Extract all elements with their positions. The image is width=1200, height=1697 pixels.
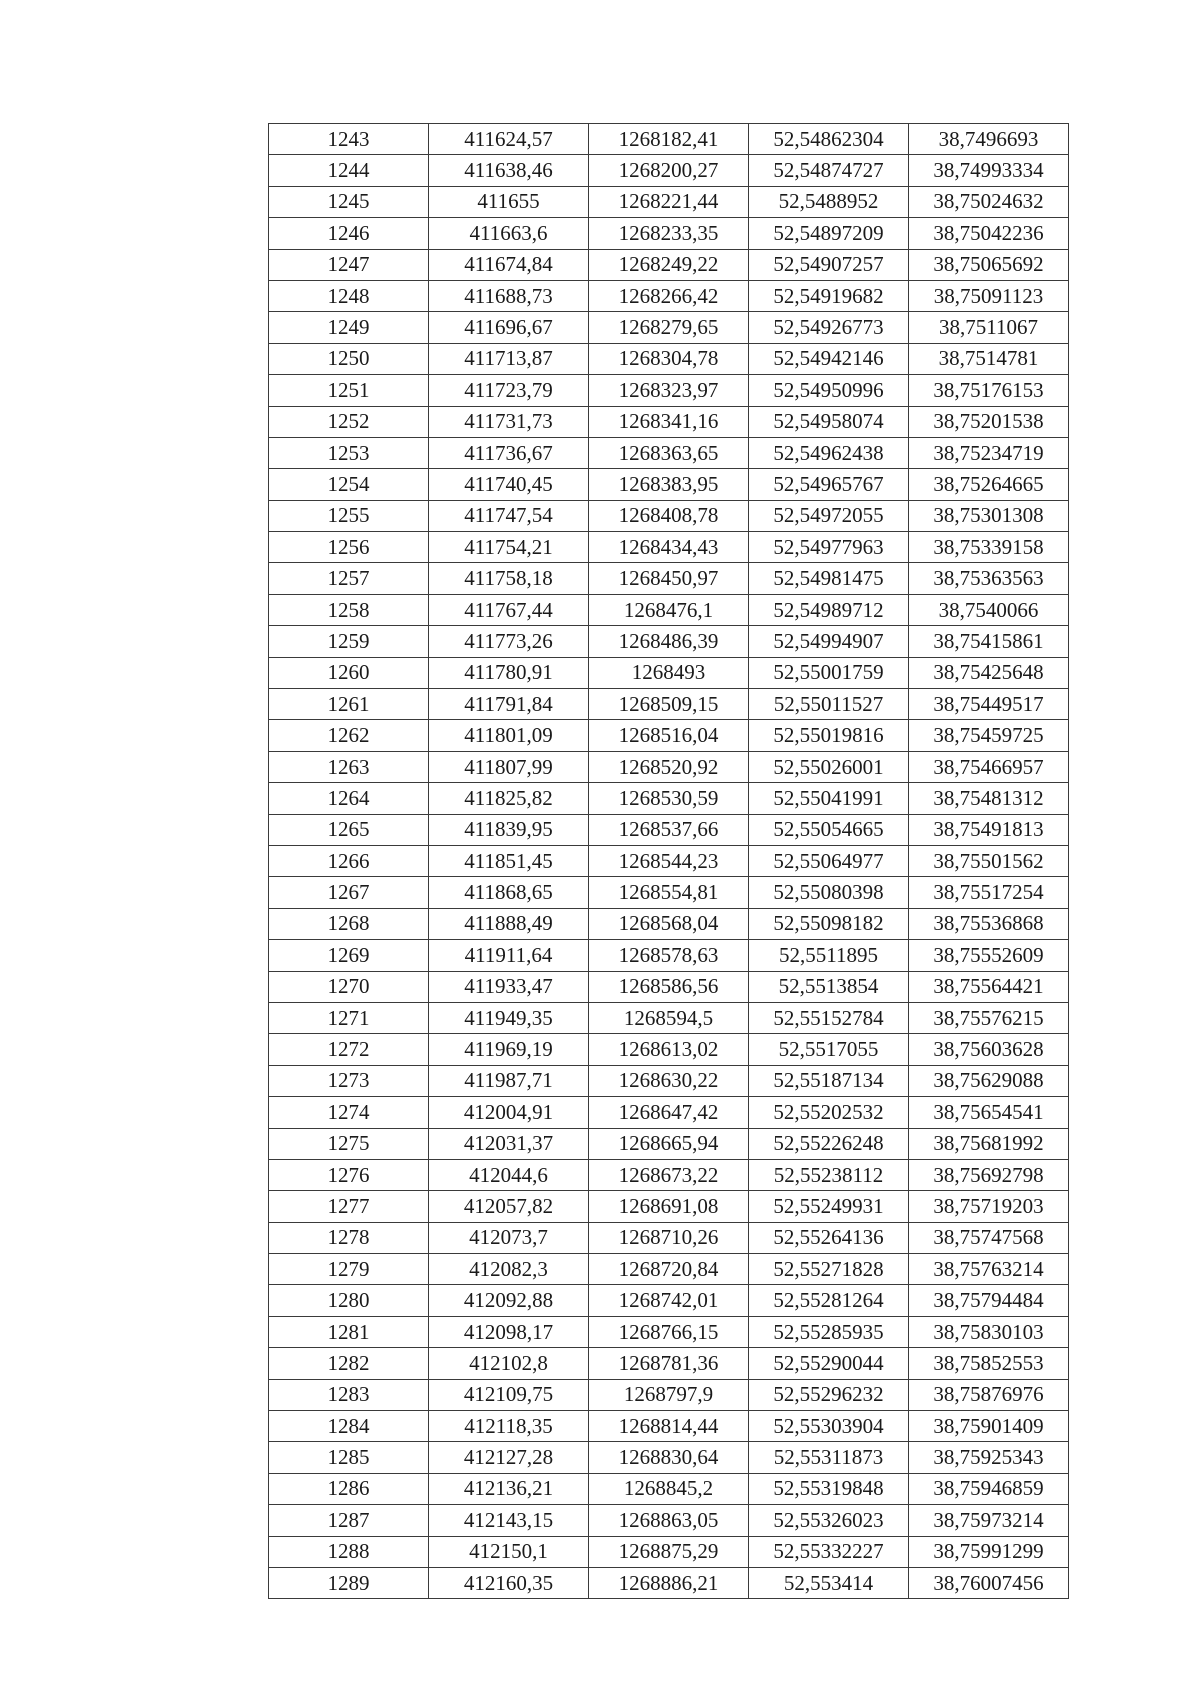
x-coordinate-cell: 411949,35	[429, 1002, 589, 1033]
x-coordinate-cell: 411791,84	[429, 689, 589, 720]
longitude-cell: 38,7514781	[909, 343, 1069, 374]
x-coordinate-cell: 412057,82	[429, 1191, 589, 1222]
point-number-cell: 1280	[269, 1285, 429, 1316]
longitude-cell: 38,75466957	[909, 751, 1069, 782]
y-coordinate-cell: 1268450,97	[589, 563, 749, 594]
point-number-cell: 1269	[269, 940, 429, 971]
y-coordinate-cell: 1268554,81	[589, 877, 749, 908]
coordinate-table	[268, 123, 1069, 1599]
longitude-cell: 38,75552609	[909, 940, 1069, 971]
x-coordinate-cell: 411767,44	[429, 594, 589, 625]
table-row	[269, 1379, 1069, 1410]
latitude-cell: 52,55319848	[749, 1473, 909, 1504]
y-coordinate-cell: 1268341,16	[589, 406, 749, 437]
latitude-cell: 52,55303904	[749, 1411, 909, 1442]
x-coordinate-cell: 411888,49	[429, 908, 589, 939]
longitude-cell: 38,75065692	[909, 249, 1069, 280]
x-coordinate-cell: 412073,7	[429, 1222, 589, 1253]
point-number-cell: 1277	[269, 1191, 429, 1222]
point-number-cell: 1257	[269, 563, 429, 594]
point-number-cell: 1246	[269, 218, 429, 249]
latitude-cell: 52,55311873	[749, 1442, 909, 1473]
point-number-cell: 1260	[269, 657, 429, 688]
table-row	[269, 155, 1069, 186]
table-row	[269, 1536, 1069, 1567]
table-row	[269, 218, 1069, 249]
y-coordinate-cell: 1268493	[589, 657, 749, 688]
y-coordinate-cell: 1268886,21	[589, 1567, 749, 1598]
longitude-cell: 38,75491813	[909, 814, 1069, 845]
x-coordinate-cell: 411868,65	[429, 877, 589, 908]
longitude-cell: 38,75747568	[909, 1222, 1069, 1253]
longitude-cell: 38,75794484	[909, 1285, 1069, 1316]
latitude-cell: 52,55041991	[749, 783, 909, 814]
longitude-cell: 38,75830103	[909, 1316, 1069, 1347]
point-number-cell: 1265	[269, 814, 429, 845]
latitude-cell: 52,54981475	[749, 563, 909, 594]
latitude-cell: 52,55011527	[749, 689, 909, 720]
latitude-cell: 52,55271828	[749, 1254, 909, 1285]
point-number-cell: 1266	[269, 845, 429, 876]
y-coordinate-cell: 1268875,29	[589, 1536, 749, 1567]
longitude-cell: 38,75536868	[909, 908, 1069, 939]
latitude-cell: 52,5511895	[749, 940, 909, 971]
table-row	[269, 1473, 1069, 1504]
x-coordinate-cell: 411801,09	[429, 720, 589, 751]
longitude-cell: 38,75564421	[909, 971, 1069, 1002]
x-coordinate-cell: 412143,15	[429, 1505, 589, 1536]
table-row	[269, 1411, 1069, 1442]
y-coordinate-cell: 1268586,56	[589, 971, 749, 1002]
point-number-cell: 1287	[269, 1505, 429, 1536]
x-coordinate-cell: 411663,6	[429, 218, 589, 249]
longitude-cell: 38,75264665	[909, 469, 1069, 500]
y-coordinate-cell: 1268630,22	[589, 1065, 749, 1096]
x-coordinate-cell: 411713,87	[429, 343, 589, 374]
point-number-cell: 1284	[269, 1411, 429, 1442]
y-coordinate-cell: 1268766,15	[589, 1316, 749, 1347]
x-coordinate-cell: 412044,6	[429, 1159, 589, 1190]
point-number-cell: 1262	[269, 720, 429, 751]
y-coordinate-cell: 1268486,39	[589, 626, 749, 657]
y-coordinate-cell: 1268742,01	[589, 1285, 749, 1316]
point-number-cell: 1271	[269, 1002, 429, 1033]
y-coordinate-cell: 1268520,92	[589, 751, 749, 782]
longitude-cell: 38,75517254	[909, 877, 1069, 908]
y-coordinate-cell: 1268530,59	[589, 783, 749, 814]
x-coordinate-cell: 412118,35	[429, 1411, 589, 1442]
latitude-cell: 52,5513854	[749, 971, 909, 1002]
longitude-cell: 38,75201538	[909, 406, 1069, 437]
longitude-cell: 38,75234719	[909, 437, 1069, 468]
table-row	[269, 1567, 1069, 1598]
point-number-cell: 1289	[269, 1567, 429, 1598]
table-row	[269, 845, 1069, 876]
longitude-cell: 38,75681992	[909, 1128, 1069, 1159]
x-coordinate-cell: 411758,18	[429, 563, 589, 594]
table-row	[269, 1097, 1069, 1128]
x-coordinate-cell: 411825,82	[429, 783, 589, 814]
table-row	[269, 406, 1069, 437]
x-coordinate-cell: 412098,17	[429, 1316, 589, 1347]
x-coordinate-cell: 411696,67	[429, 312, 589, 343]
y-coordinate-cell: 1268797,9	[589, 1379, 749, 1410]
point-number-cell: 1252	[269, 406, 429, 437]
table-row	[269, 751, 1069, 782]
latitude-cell: 52,54874727	[749, 155, 909, 186]
y-coordinate-cell: 1268476,1	[589, 594, 749, 625]
x-coordinate-cell: 412136,21	[429, 1473, 589, 1504]
point-number-cell: 1279	[269, 1254, 429, 1285]
table-row	[269, 1348, 1069, 1379]
x-coordinate-cell: 411807,99	[429, 751, 589, 782]
point-number-cell: 1259	[269, 626, 429, 657]
y-coordinate-cell: 1268578,63	[589, 940, 749, 971]
latitude-cell: 52,55098182	[749, 908, 909, 939]
y-coordinate-cell: 1268673,22	[589, 1159, 749, 1190]
longitude-cell: 38,75091123	[909, 280, 1069, 311]
latitude-cell: 52,55281264	[749, 1285, 909, 1316]
x-coordinate-cell: 411674,84	[429, 249, 589, 280]
table-row	[269, 1191, 1069, 1222]
table-row	[269, 908, 1069, 939]
table-row	[269, 312, 1069, 343]
longitude-cell: 38,75901409	[909, 1411, 1069, 1442]
table-row	[269, 594, 1069, 625]
table-row	[269, 626, 1069, 657]
x-coordinate-cell: 412082,3	[429, 1254, 589, 1285]
x-coordinate-cell: 411773,26	[429, 626, 589, 657]
point-number-cell: 1272	[269, 1034, 429, 1065]
latitude-cell: 52,55226248	[749, 1128, 909, 1159]
table-row	[269, 1254, 1069, 1285]
latitude-cell: 52,55285935	[749, 1316, 909, 1347]
table-row	[269, 1222, 1069, 1253]
latitude-cell: 52,54989712	[749, 594, 909, 625]
y-coordinate-cell: 1268720,84	[589, 1254, 749, 1285]
latitude-cell: 52,55001759	[749, 657, 909, 688]
x-coordinate-cell: 411747,54	[429, 500, 589, 531]
y-coordinate-cell: 1268537,66	[589, 814, 749, 845]
y-coordinate-cell: 1268408,78	[589, 500, 749, 531]
longitude-cell: 38,75501562	[909, 845, 1069, 876]
point-number-cell: 1283	[269, 1379, 429, 1410]
x-coordinate-cell: 411624,57	[429, 124, 589, 155]
x-coordinate-cell: 411638,46	[429, 155, 589, 186]
x-coordinate-cell: 412102,8	[429, 1348, 589, 1379]
y-coordinate-cell: 1268781,36	[589, 1348, 749, 1379]
longitude-cell: 38,75415861	[909, 626, 1069, 657]
latitude-cell: 52,55264136	[749, 1222, 909, 1253]
point-number-cell: 1261	[269, 689, 429, 720]
point-number-cell: 1244	[269, 155, 429, 186]
y-coordinate-cell: 1268647,42	[589, 1097, 749, 1128]
x-coordinate-cell: 412150,1	[429, 1536, 589, 1567]
table-row	[269, 563, 1069, 594]
longitude-cell: 38,75973214	[909, 1505, 1069, 1536]
y-coordinate-cell: 1268594,5	[589, 1002, 749, 1033]
latitude-cell: 52,55332227	[749, 1536, 909, 1567]
y-coordinate-cell: 1268863,05	[589, 1505, 749, 1536]
x-coordinate-cell: 411969,19	[429, 1034, 589, 1065]
longitude-cell: 38,75024632	[909, 186, 1069, 217]
table-row	[269, 280, 1069, 311]
latitude-cell: 52,55296232	[749, 1379, 909, 1410]
table-row	[269, 437, 1069, 468]
x-coordinate-cell: 412031,37	[429, 1128, 589, 1159]
longitude-cell: 38,75692798	[909, 1159, 1069, 1190]
latitude-cell: 52,55026001	[749, 751, 909, 782]
x-coordinate-cell: 411754,21	[429, 532, 589, 563]
point-number-cell: 1249	[269, 312, 429, 343]
longitude-cell: 38,75481312	[909, 783, 1069, 814]
y-coordinate-cell: 1268233,35	[589, 218, 749, 249]
y-coordinate-cell: 1268710,26	[589, 1222, 749, 1253]
point-number-cell: 1274	[269, 1097, 429, 1128]
table-row	[269, 783, 1069, 814]
x-coordinate-cell: 411655	[429, 186, 589, 217]
latitude-cell: 52,54862304	[749, 124, 909, 155]
latitude-cell: 52,55152784	[749, 1002, 909, 1033]
latitude-cell: 52,55290044	[749, 1348, 909, 1379]
y-coordinate-cell: 1268182,41	[589, 124, 749, 155]
x-coordinate-cell: 412092,88	[429, 1285, 589, 1316]
point-number-cell: 1281	[269, 1316, 429, 1347]
table-row	[269, 1442, 1069, 1473]
x-coordinate-cell: 412004,91	[429, 1097, 589, 1128]
table-row	[269, 186, 1069, 217]
longitude-cell: 38,76007456	[909, 1567, 1069, 1598]
point-number-cell: 1250	[269, 343, 429, 374]
longitude-cell: 38,75176153	[909, 375, 1069, 406]
table-row	[269, 1034, 1069, 1065]
point-number-cell: 1267	[269, 877, 429, 908]
point-number-cell: 1275	[269, 1128, 429, 1159]
table-row	[269, 1285, 1069, 1316]
table-row	[269, 657, 1069, 688]
x-coordinate-cell: 411688,73	[429, 280, 589, 311]
y-coordinate-cell: 1268383,95	[589, 469, 749, 500]
table-row	[269, 469, 1069, 500]
table-row	[269, 375, 1069, 406]
latitude-cell: 52,55019816	[749, 720, 909, 751]
longitude-cell: 38,75763214	[909, 1254, 1069, 1285]
table-row	[269, 249, 1069, 280]
latitude-cell: 52,55187134	[749, 1065, 909, 1096]
y-coordinate-cell: 1268279,65	[589, 312, 749, 343]
point-number-cell: 1264	[269, 783, 429, 814]
y-coordinate-cell: 1268363,65	[589, 437, 749, 468]
y-coordinate-cell: 1268200,27	[589, 155, 749, 186]
point-number-cell: 1258	[269, 594, 429, 625]
longitude-cell: 38,75629088	[909, 1065, 1069, 1096]
table-row	[269, 814, 1069, 845]
latitude-cell: 52,54926773	[749, 312, 909, 343]
table-row	[269, 1316, 1069, 1347]
y-coordinate-cell: 1268568,04	[589, 908, 749, 939]
latitude-cell: 52,54897209	[749, 218, 909, 249]
longitude-cell: 38,75459725	[909, 720, 1069, 751]
latitude-cell: 52,55054665	[749, 814, 909, 845]
latitude-cell: 52,54919682	[749, 280, 909, 311]
latitude-cell: 52,54977963	[749, 532, 909, 563]
latitude-cell: 52,54972055	[749, 500, 909, 531]
latitude-cell: 52,55238112	[749, 1159, 909, 1190]
longitude-cell: 38,75339158	[909, 532, 1069, 563]
y-coordinate-cell: 1268516,04	[589, 720, 749, 751]
point-number-cell: 1282	[269, 1348, 429, 1379]
latitude-cell: 52,55326023	[749, 1505, 909, 1536]
table-row	[269, 124, 1069, 155]
table-row	[269, 532, 1069, 563]
table-row	[269, 1065, 1069, 1096]
y-coordinate-cell: 1268814,44	[589, 1411, 749, 1442]
point-number-cell: 1254	[269, 469, 429, 500]
longitude-cell: 38,7511067	[909, 312, 1069, 343]
table-row	[269, 689, 1069, 720]
x-coordinate-cell: 411736,67	[429, 437, 589, 468]
y-coordinate-cell: 1268266,42	[589, 280, 749, 311]
latitude-cell: 52,553414	[749, 1567, 909, 1598]
x-coordinate-cell: 411740,45	[429, 469, 589, 500]
table-row	[269, 1002, 1069, 1033]
point-number-cell: 1255	[269, 500, 429, 531]
longitude-cell: 38,75876976	[909, 1379, 1069, 1410]
longitude-cell: 38,75425648	[909, 657, 1069, 688]
x-coordinate-cell: 411723,79	[429, 375, 589, 406]
longitude-cell: 38,75719203	[909, 1191, 1069, 1222]
y-coordinate-cell: 1268665,94	[589, 1128, 749, 1159]
longitude-cell: 38,75603628	[909, 1034, 1069, 1065]
latitude-cell: 52,54907257	[749, 249, 909, 280]
point-number-cell: 1270	[269, 971, 429, 1002]
point-number-cell: 1256	[269, 532, 429, 563]
point-number-cell: 1288	[269, 1536, 429, 1567]
table-row	[269, 343, 1069, 374]
longitude-cell: 38,75576215	[909, 1002, 1069, 1033]
longitude-cell: 38,75449517	[909, 689, 1069, 720]
latitude-cell: 52,54962438	[749, 437, 909, 468]
x-coordinate-cell: 411839,95	[429, 814, 589, 845]
latitude-cell: 52,54994907	[749, 626, 909, 657]
table-row	[269, 1128, 1069, 1159]
table-row	[269, 877, 1069, 908]
y-coordinate-cell: 1268249,22	[589, 249, 749, 280]
table-row	[269, 500, 1069, 531]
table-row	[269, 940, 1069, 971]
x-coordinate-cell: 411780,91	[429, 657, 589, 688]
x-coordinate-cell: 411731,73	[429, 406, 589, 437]
point-number-cell: 1263	[269, 751, 429, 782]
longitude-cell: 38,75654541	[909, 1097, 1069, 1128]
point-number-cell: 1276	[269, 1159, 429, 1190]
y-coordinate-cell: 1268544,23	[589, 845, 749, 876]
x-coordinate-cell: 411911,64	[429, 940, 589, 971]
point-number-cell: 1285	[269, 1442, 429, 1473]
point-number-cell: 1286	[269, 1473, 429, 1504]
y-coordinate-cell: 1268613,02	[589, 1034, 749, 1065]
y-coordinate-cell: 1268830,64	[589, 1442, 749, 1473]
y-coordinate-cell: 1268691,08	[589, 1191, 749, 1222]
longitude-cell: 38,75301308	[909, 500, 1069, 531]
table-row	[269, 971, 1069, 1002]
point-number-cell: 1273	[269, 1065, 429, 1096]
x-coordinate-cell: 411933,47	[429, 971, 589, 1002]
latitude-cell: 52,54950996	[749, 375, 909, 406]
y-coordinate-cell: 1268221,44	[589, 186, 749, 217]
y-coordinate-cell: 1268304,78	[589, 343, 749, 374]
x-coordinate-cell: 411851,45	[429, 845, 589, 876]
point-number-cell: 1278	[269, 1222, 429, 1253]
point-number-cell: 1268	[269, 908, 429, 939]
y-coordinate-cell: 1268509,15	[589, 689, 749, 720]
point-number-cell: 1251	[269, 375, 429, 406]
longitude-cell: 38,75042236	[909, 218, 1069, 249]
longitude-cell: 38,75946859	[909, 1473, 1069, 1504]
latitude-cell: 52,55064977	[749, 845, 909, 876]
point-number-cell: 1243	[269, 124, 429, 155]
coordinate-table-body	[269, 124, 1069, 1599]
latitude-cell: 52,55080398	[749, 877, 909, 908]
latitude-cell: 52,55249931	[749, 1191, 909, 1222]
table-row	[269, 720, 1069, 751]
x-coordinate-cell: 412160,35	[429, 1567, 589, 1598]
longitude-cell: 38,75991299	[909, 1536, 1069, 1567]
table-row	[269, 1159, 1069, 1190]
longitude-cell: 38,75363563	[909, 563, 1069, 594]
latitude-cell: 52,54958074	[749, 406, 909, 437]
point-number-cell: 1253	[269, 437, 429, 468]
longitude-cell: 38,7496693	[909, 124, 1069, 155]
point-number-cell: 1248	[269, 280, 429, 311]
latitude-cell: 52,5517055	[749, 1034, 909, 1065]
latitude-cell: 52,54942146	[749, 343, 909, 374]
x-coordinate-cell: 412127,28	[429, 1442, 589, 1473]
point-number-cell: 1247	[269, 249, 429, 280]
table-row	[269, 1505, 1069, 1536]
latitude-cell: 52,54965767	[749, 469, 909, 500]
y-coordinate-cell: 1268434,43	[589, 532, 749, 563]
longitude-cell: 38,7540066	[909, 594, 1069, 625]
longitude-cell: 38,75925343	[909, 1442, 1069, 1473]
latitude-cell: 52,55202532	[749, 1097, 909, 1128]
y-coordinate-cell: 1268845,2	[589, 1473, 749, 1504]
latitude-cell: 52,5488952	[749, 186, 909, 217]
point-number-cell: 1245	[269, 186, 429, 217]
x-coordinate-cell: 412109,75	[429, 1379, 589, 1410]
y-coordinate-cell: 1268323,97	[589, 375, 749, 406]
x-coordinate-cell: 411987,71	[429, 1065, 589, 1096]
longitude-cell: 38,75852553	[909, 1348, 1069, 1379]
longitude-cell: 38,74993334	[909, 155, 1069, 186]
